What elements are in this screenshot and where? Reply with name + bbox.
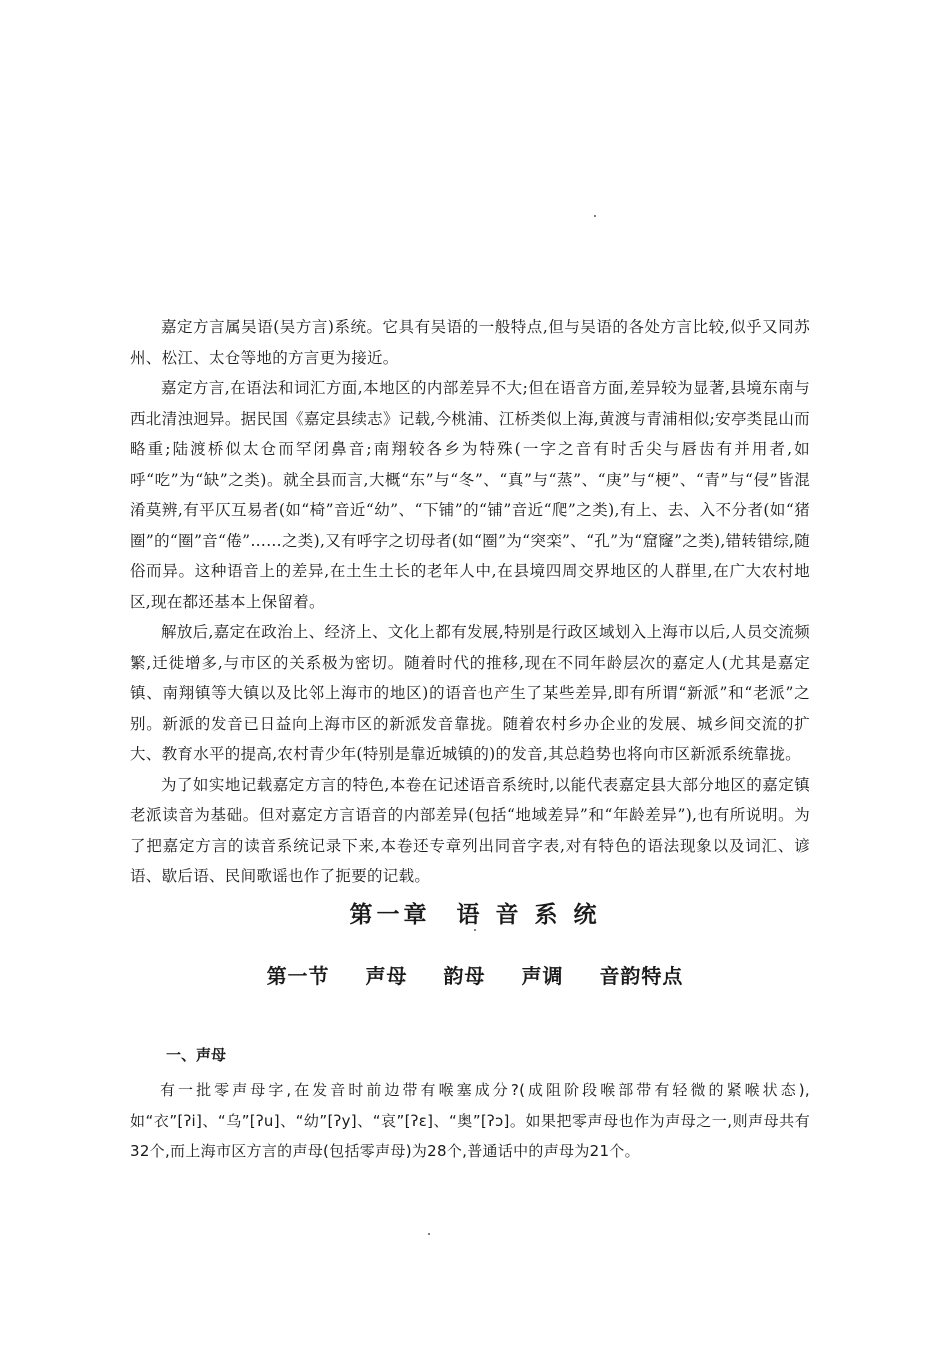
initials-paragraph: 有一批零声母字,在发音时前边带有喉塞成分?(成阻阶段喉部带有轻微的紧喉状态),如“衣”[ʔi]、“乌”[ʔu]、“幼”[ʔy]、“哀”[ʔɛ]、“奥”[ʔɔ]。如果把零声母也作为声母之一,则声母共有32个,而上海市区方言的声母(包括零声母)为28个,普通话中的声母为21个。	[130, 1081, 810, 1160]
section-number: 第一节	[266, 964, 330, 988]
scan-speck	[428, 1233, 430, 1235]
subsection-body	[130, 1075, 810, 1167]
introduction-section	[130, 312, 810, 892]
subsection-heading: 一、声母	[166, 1046, 227, 1064]
intro-paragraph-2: 嘉定方言,在语法和词汇方面,本地区的内部差异不大;但在语音方面,差异较为显著,县境东南与西北清浊迥异。据民国《嘉定县续志》记载,今桃浦、江桥类似上海,黄渡与青浦相似;安亭类昆山而略重;陆渡桥似太仓而罕闭鼻音;南翔较各乡为特殊(一字之音有时舌尖与唇齿有并用者,如呼“吃”为“缺”之类)。就全县而言,大概“东”与“冬”、“真”与“蒸”、“庚”与“梗”、“青”与“侵”皆混淆莫辨,有平仄互易者(如“椅”音近“幼”、“下铺”的“铺”音近“爬”之类),有上、去、入不分者(如“猪圈”的“圈”音“倦”……之类),又有呼字之切母者(如“圈”为“突栾”、“孔”为“窟窿”之类),错转错综,随俗而异。这种语音上的差异,在土生土长的老年人中,在县境四周交界地区的人群里,在广大农村地区,现在都还基本上保留着。	[130, 379, 810, 611]
section-part-tones: 声调	[521, 964, 564, 988]
chapter-number: 第一章	[349, 902, 431, 928]
section-part-finals: 韵母	[443, 964, 486, 988]
scan-speck	[474, 929, 476, 931]
section-part-initials: 声母	[365, 964, 408, 988]
scan-speck	[594, 215, 596, 217]
section-title	[0, 960, 950, 989]
intro-paragraph-3: 解放后,嘉定在政治上、经济上、文化上都有发展,特别是行政区域划入上海市以后,人员交流频繁,迁徙增多,与市区的关系极为密切。随着时代的推移,现在不同年龄层次的嘉定人(尤其是嘉定镇、南翔镇等大镇以及比邻上海市的地区)的语音也产生了某些差异,即有所谓“新派”和“老派”之别。新派的发音已日益向上海市区的新派发音靠拢。随着农村乡办企业的发展、城乡间交流的扩大、教育水平的提高,农村青少年(特别是靠近城镇的)的发音,其总趋势也将向市区新派系统靠拢。	[130, 623, 810, 763]
intro-paragraph-1: 嘉定方言属吴语(吴方言)系统。它具有吴语的一般特点,但与吴语的各处方言比较,似乎又同苏州、松江、太仓等地的方言更为接近。	[130, 318, 810, 367]
chapter-title	[0, 896, 950, 929]
intro-paragraph-4: 为了如实地记载嘉定方言的特色,本卷在记述语音系统时,以能代表嘉定县大部分地区的嘉定镇老派读音为基础。但对嘉定方言语音的内部差异(包括“地域差异”和“年龄差异”),也有所说明。为了把嘉定方言的读音系统记录下来,本卷还专章列出同音字表,对有特色的语法现象以及词汇、谚语、歇后语、民间歌谣也作了扼要的记载。	[130, 775, 810, 885]
section-part-features: 音韵特点	[599, 964, 684, 988]
chapter-name: 语 音 系 统	[456, 902, 601, 928]
